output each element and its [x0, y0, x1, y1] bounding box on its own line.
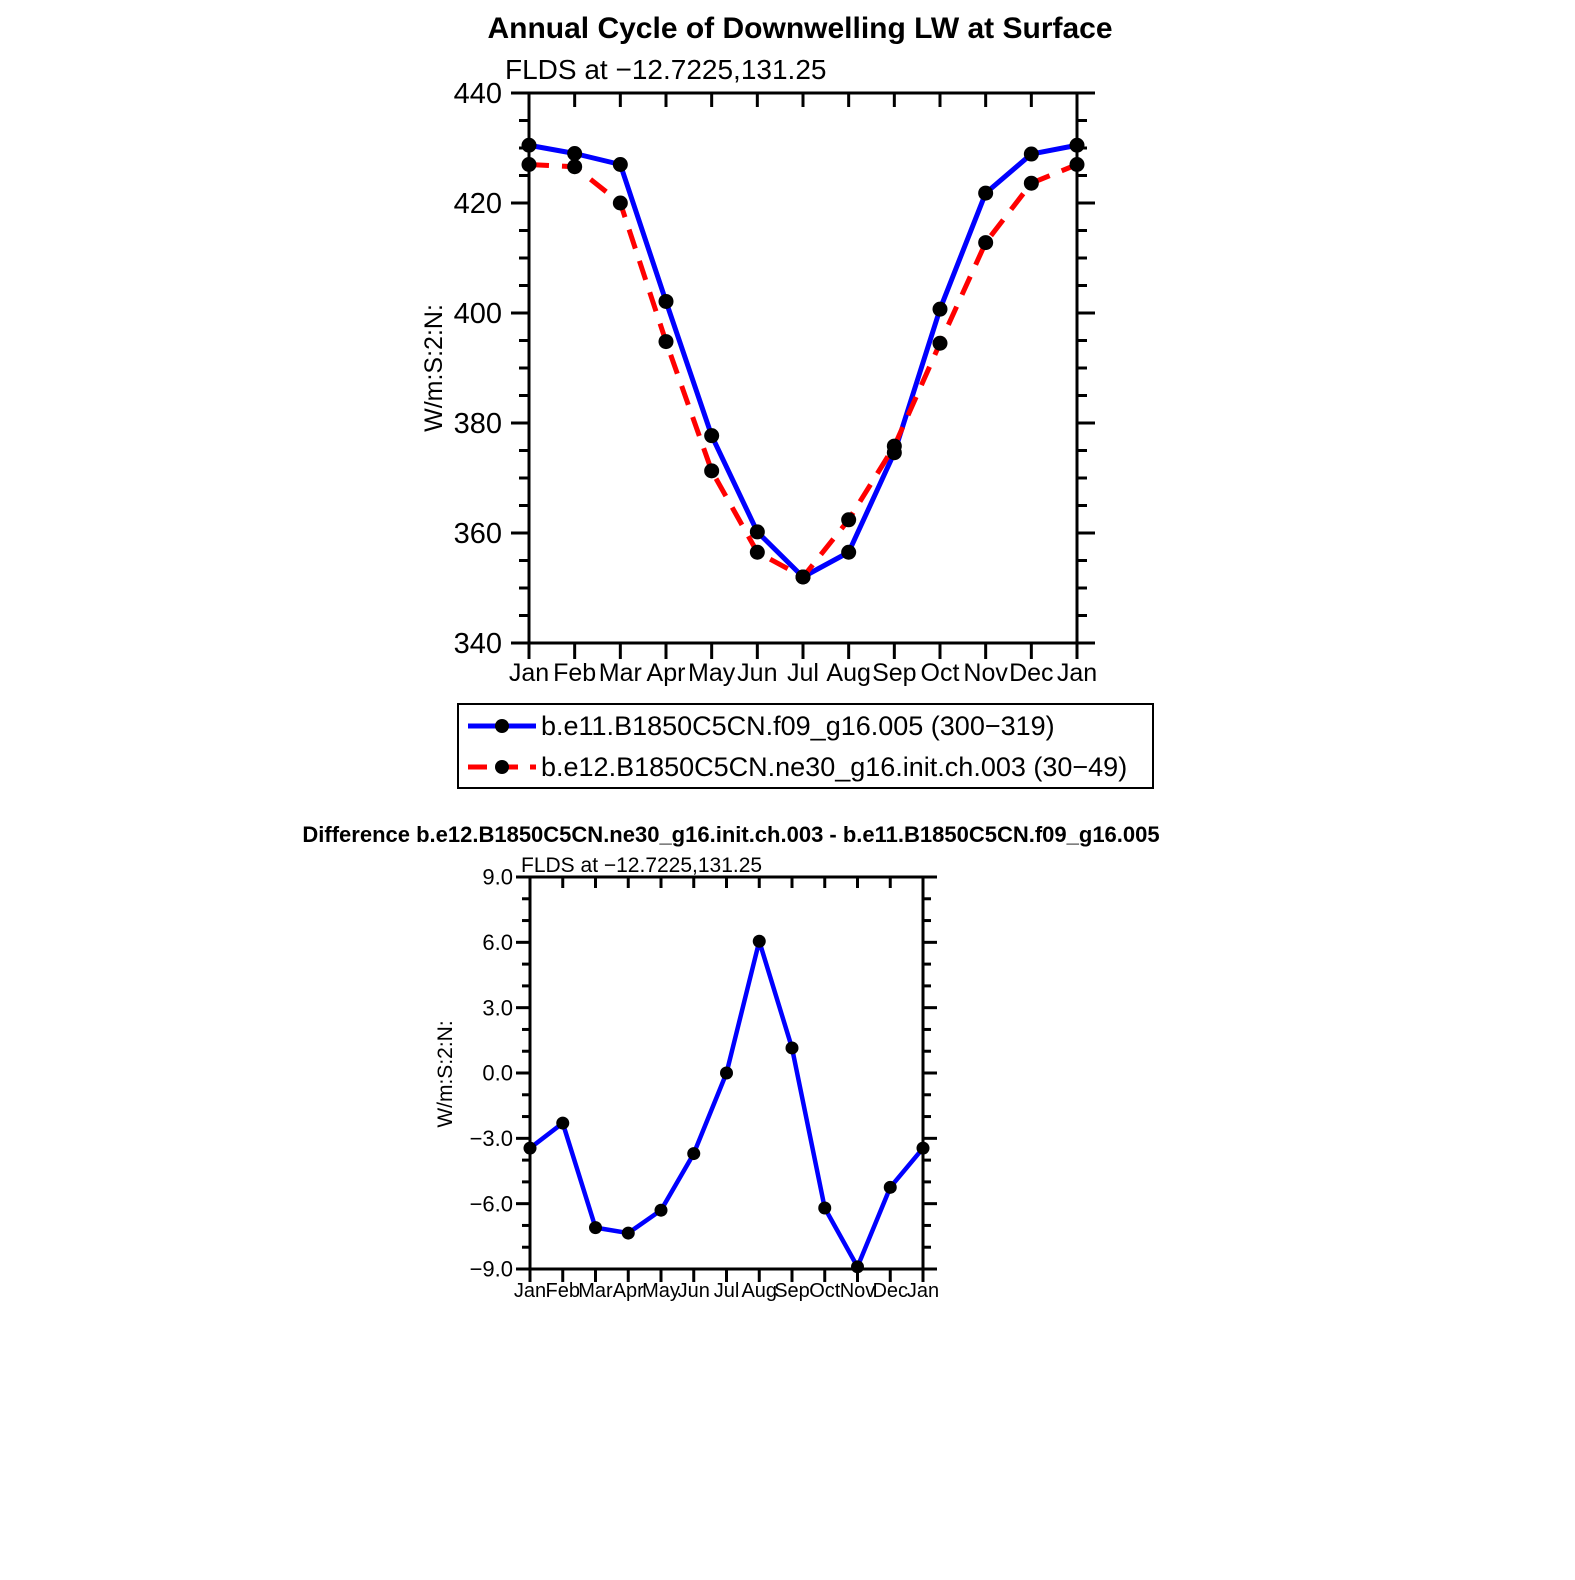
- data-point: [1024, 176, 1039, 191]
- y-tick-label: 420: [453, 188, 502, 221]
- series-line: [529, 165, 1077, 578]
- x-tick-label: Jun: [737, 659, 778, 687]
- legend-label-1: b.e11.B1850C5CN.f09_g16.005 (300−319): [541, 711, 1055, 741]
- legend-item-2: [468, 752, 1127, 782]
- data-point: [884, 1181, 897, 1194]
- data-point: [1024, 147, 1039, 162]
- axis-frame: [529, 93, 1077, 643]
- data-point: [933, 302, 948, 317]
- x-tick-label: Jan: [513, 1280, 547, 1302]
- legend-marker-dot: [495, 760, 509, 774]
- chart1-y-axis-title: W/m:S:2:N:: [420, 304, 448, 432]
- data-point: [841, 545, 856, 560]
- data-point: [750, 524, 765, 539]
- data-point: [753, 935, 766, 948]
- data-point: [622, 1227, 635, 1240]
- data-point: [687, 1147, 700, 1160]
- x-tick-label: Jul: [787, 659, 819, 687]
- series-line: [530, 941, 923, 1267]
- data-point: [704, 463, 719, 478]
- legend-item-1: [468, 711, 1055, 741]
- data-point: [851, 1260, 864, 1273]
- data-point: [933, 336, 948, 351]
- chart2-title: Difference b.e12.B1850C5CN.ne30_g16.init.ch.003 - b.e11.B1850C5CN.f09_g16.005: [302, 822, 1160, 847]
- data-point: [613, 157, 628, 172]
- x-tick-label: Aug: [826, 659, 871, 687]
- data-point: [524, 1142, 537, 1155]
- data-point: [917, 1142, 930, 1155]
- data-point: [818, 1202, 831, 1215]
- x-tick-label: Feb: [553, 659, 597, 687]
- x-tick-label: Jul: [713, 1280, 740, 1302]
- x-tick-label: May: [688, 659, 736, 687]
- y-tick-label: 340: [453, 628, 502, 661]
- x-tick-label: Jan: [906, 1280, 940, 1302]
- data-point: [796, 570, 811, 585]
- data-point: [655, 1204, 668, 1217]
- data-point: [589, 1221, 602, 1234]
- chart1-plot-area: [454, 78, 1098, 687]
- data-point: [659, 334, 674, 349]
- y-tick-label: 400: [453, 298, 502, 331]
- data-point: [720, 1067, 733, 1080]
- data-point: [750, 545, 765, 560]
- x-tick-label: Apr: [646, 659, 686, 687]
- data-point: [978, 186, 993, 201]
- y-tick-label: −3.0: [469, 1126, 513, 1152]
- x-tick-label: May: [642, 1280, 680, 1302]
- y-tick-label: 380: [453, 408, 502, 441]
- x-tick-label: Feb: [545, 1280, 580, 1302]
- x-tick-label: Oct: [920, 659, 960, 687]
- x-tick-label: Mar: [598, 659, 642, 687]
- data-point: [887, 439, 902, 454]
- x-tick-label: Dec: [1009, 659, 1054, 687]
- x-tick-label: Sep: [774, 1280, 810, 1302]
- data-point: [659, 294, 674, 309]
- y-tick-label: 9.0: [482, 864, 513, 890]
- y-tick-label: 0.0: [482, 1060, 513, 1086]
- chart2-plot-area: [470, 865, 940, 1302]
- y-tick-label: 360: [453, 518, 502, 551]
- legend-marker-dot: [495, 719, 509, 733]
- data-point: [1070, 157, 1085, 172]
- data-point: [567, 159, 582, 174]
- legend: [458, 704, 1153, 788]
- x-tick-label: Oct: [809, 1280, 841, 1302]
- x-tick-label: Mar: [578, 1280, 613, 1302]
- chart1-subtitle: FLDS at −12.7225,131.25: [505, 54, 827, 85]
- data-point: [522, 138, 537, 153]
- x-tick-label: Nov: [839, 1280, 876, 1302]
- x-tick-label: Nov: [963, 659, 1008, 687]
- y-tick-label: 6.0: [482, 930, 513, 956]
- data-point: [841, 512, 856, 527]
- x-tick-label: Jan: [1056, 659, 1098, 687]
- data-point: [613, 196, 628, 211]
- x-tick-label: Jan: [508, 659, 550, 687]
- data-point: [1070, 138, 1085, 153]
- x-tick-label: Sep: [872, 659, 917, 687]
- chart1-title: Annual Cycle of Downwelling LW at Surface: [487, 12, 1113, 45]
- y-tick-label: 440: [453, 78, 502, 111]
- data-point: [978, 235, 993, 250]
- chart2-y-axis-title: W/m:S:2:N:: [434, 1020, 457, 1128]
- chart2-subtitle: FLDS at −12.7225,131.25: [521, 854, 763, 877]
- data-point: [567, 146, 582, 161]
- legend-label-2: b.e12.B1850C5CN.ne30_g16.init.ch.003 (30−49): [541, 752, 1128, 782]
- series-line: [529, 145, 1077, 577]
- y-tick-label: −6.0: [469, 1191, 513, 1217]
- x-tick-label: Apr: [612, 1280, 644, 1302]
- data-point: [556, 1117, 569, 1130]
- data-point: [522, 157, 537, 172]
- x-tick-label: Aug: [741, 1280, 778, 1302]
- data-point: [704, 428, 719, 443]
- y-tick-label: 3.0: [482, 995, 513, 1021]
- y-tick-label: −9.0: [469, 1256, 513, 1282]
- x-tick-label: Jun: [677, 1280, 710, 1302]
- data-point: [786, 1041, 799, 1054]
- x-tick-label: Dec: [872, 1280, 909, 1302]
